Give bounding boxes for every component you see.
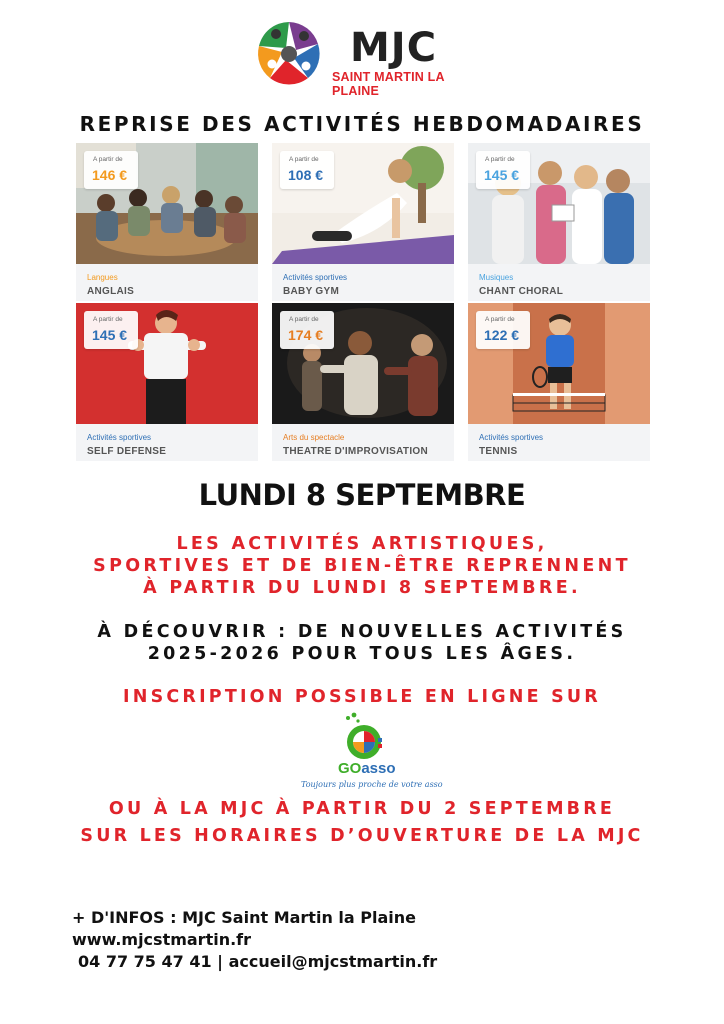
price-badge (280, 151, 334, 189)
price-badge (476, 311, 530, 349)
activity-category: Activités sportives (87, 433, 152, 442)
price-badge (476, 151, 530, 189)
onsite-line: SUR LES HORAIRES D’OUVERTURE DE LA MJC (80, 826, 644, 846)
price-amount: 145 € (484, 167, 520, 183)
activity-name: THEATRE D'IMPROVISATION (283, 446, 429, 457)
activity-category: Arts du spectacle (283, 433, 345, 442)
price-badge (280, 311, 334, 349)
activity-card[interactable] (468, 303, 650, 461)
resume-line: SPORTIVES ET DE BIEN-ÊTRE REPRENNENT (93, 556, 631, 576)
goasso-brand (338, 760, 396, 777)
activity-name: BABY GYM (283, 286, 340, 297)
price-amount: 174 € (288, 327, 324, 343)
activity-card[interactable] (272, 303, 454, 461)
price-prefix: A partir de (485, 316, 515, 323)
activity-card[interactable] (468, 143, 650, 301)
activity-name: SELF DEFENSE (87, 446, 167, 457)
section-title: REPRISE DES ACTIVITÉS HEBDOMADAIRES (79, 112, 645, 136)
onsite-announcement (0, 796, 724, 850)
price-prefix: A partir de (485, 156, 515, 163)
activity-category: Langues (87, 273, 118, 282)
goasso-mark-icon (338, 712, 386, 762)
activity-category: Activités sportives (283, 273, 348, 282)
mjc-logo (252, 16, 472, 98)
resume-announcement (0, 533, 724, 599)
goasso-tagline: Toujours plus proche de votre asso (301, 780, 443, 789)
onsite-line: OU À LA MJC À PARTIR DU 2 SEPTEMBRE (108, 799, 616, 819)
price-amount: 145 € (92, 327, 128, 343)
discover-line: À DÉCOUVRIR : DE NOUVELLES ACTIVITÉS (97, 622, 627, 642)
activity-name: TENNIS (479, 446, 518, 457)
price-amount: 146 € (92, 167, 128, 183)
footer-info: + D'INFOS : MJC Saint Martin la Plaine (72, 908, 416, 927)
activity-card[interactable] (76, 143, 258, 301)
discover-line: 2025-2026 POUR TOUS LES ÂGES. (147, 644, 577, 664)
goasso-brand-go: GO (338, 760, 362, 777)
goasso-brand-asso: asso (361, 760, 396, 777)
price-amount: 108 € (288, 167, 324, 183)
footer-contact (72, 907, 437, 973)
resume-line: À PARTIR DU LUNDI 8 SEPTEMBRE. (143, 578, 581, 598)
activity-card[interactable] (272, 143, 454, 301)
resume-line: LES ACTIVITÉS ARTISTIQUES, (176, 534, 548, 554)
activity-name: CHANT CHORAL (479, 286, 564, 297)
activity-category: Activités sportives (479, 433, 544, 442)
price-badge (84, 311, 138, 349)
signup-text: INSCRIPTION POSSIBLE EN LIGNE SUR (123, 687, 601, 707)
activity-card[interactable] (76, 303, 258, 461)
logo-subtitle: SAINT MARTIN LA PLAINE (332, 70, 445, 98)
footer-website-link[interactable]: www.mjcstmartin.fr (72, 930, 252, 949)
price-prefix: A partir de (93, 156, 123, 163)
price-amount: 122 € (484, 327, 520, 343)
discover-announcement (0, 621, 724, 665)
price-badge (84, 151, 138, 189)
activity-grid (76, 143, 650, 463)
logo-title: MJC (350, 25, 438, 71)
goasso-logo[interactable] (298, 712, 443, 794)
price-prefix: A partir de (93, 316, 123, 323)
activity-name: ANGLAIS (87, 286, 135, 297)
mjc-logo-mark-icon (252, 16, 326, 90)
activity-category: Musiques (479, 273, 514, 282)
footer-phone-email[interactable]: 04 77 75 47 41 | accueil@mjcstmartin.fr (78, 952, 438, 971)
price-prefix: A partir de (289, 316, 319, 323)
price-prefix: A partir de (289, 156, 319, 163)
date-heading: LUNDI 8 SEPTEMBRE (198, 478, 526, 512)
